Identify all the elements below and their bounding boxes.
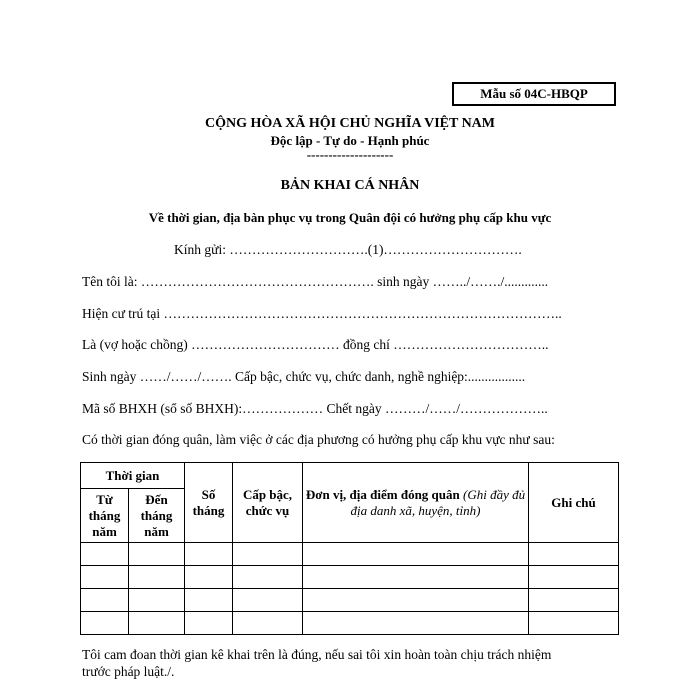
birth-rank-line: Sinh ngày ……/……/……. Cấp bậc, chức vụ, chức danh, nghề nghiệp:................. <box>82 369 526 384</box>
header-unit <box>303 463 529 543</box>
motto: Độc lập - Tự do - Hạnh phúc <box>270 133 430 148</box>
header-divider: -------------------- <box>306 147 394 162</box>
declaration-footer: Tôi cam đoan thời gian kê khai trên là đúng, nếu sai tôi xin hoàn toàn chịu trách nhiệm trước pháp luật./. <box>82 647 552 679</box>
header-notes: Ghi chú <box>529 463 619 543</box>
service-table <box>80 462 619 635</box>
intro-line: Có thời gian đóng quân, làm việc ở các địa phương có hưởng phụ cấp khu vực như sau: <box>82 432 555 447</box>
spouse-line: Là (vợ hoặc chồng) …………………………… đồng chí …………………………….. <box>82 337 549 352</box>
document-subtitle: Về thời gian, địa bàn phục vụ trong Quân đội có hưởng phụ cấp khu vực <box>148 210 552 225</box>
header-time: Thời gian <box>81 463 185 489</box>
table-row <box>81 543 619 566</box>
header-months: Số tháng <box>185 463 233 543</box>
header-unit-note: (Ghi đầy đủ địa danh xã, huyện, tỉnh) <box>350 486 526 518</box>
republic-heading: CỘNG HÒA XÃ HỘI CHỦ NGHĨA VIỆT NAM <box>204 116 495 131</box>
form-code: Mẫu số 04C-HBQP <box>480 86 588 101</box>
header-rank: Cấp bậc, chức vụ <box>233 463 303 543</box>
residence-line: Hiện cư trú tại …………………………………………………………………………….. <box>82 306 562 321</box>
social-insurance-line: Mã số BHXH (sổ số BHXH):……………… Chết ngày ………/……/……………….. <box>82 401 548 416</box>
kinh-gui-line: Kính gửi: ………………………….(1)…………………………. <box>174 242 522 257</box>
header-unit-label: Đơn vị, địa điểm đóng quân <box>305 486 460 502</box>
document-title: BẢN KHAI CÁ NHÂN <box>280 178 420 193</box>
table-row <box>81 566 619 589</box>
table-row <box>81 589 619 612</box>
form-code-box <box>452 82 616 106</box>
header-to: Đến tháng năm <box>129 489 185 543</box>
table-row <box>81 612 619 635</box>
header-from: Từ tháng năm <box>81 489 129 543</box>
name-line: Tên tôi là: ……………………………………………. sinh ngày ……../……./............. <box>82 274 549 289</box>
